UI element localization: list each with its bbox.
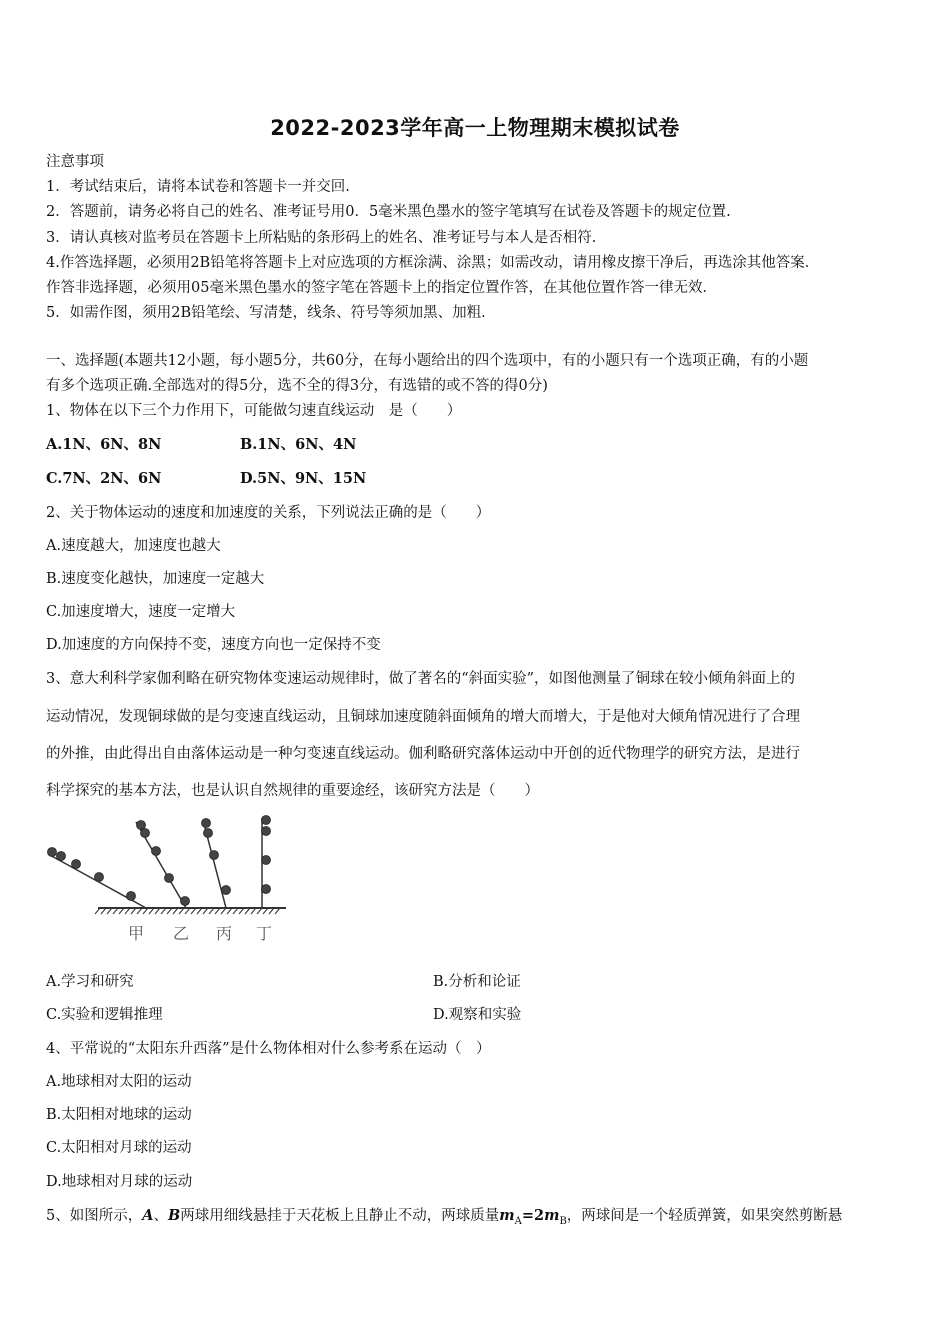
q5-mass-m: m (499, 1207, 515, 1224)
question-2-stem: 2、关于物体运动的速度和加速度的关系，下列说法正确的是（ ） (46, 505, 491, 521)
figure-label-yi: 乙 (173, 924, 190, 943)
question-3-stem: 运动情况，发现铜球做的是匀变速直线运动，且铜球加速度随斜面倾角的增大而增大，于是他对大倾角情况进行了合理 (46, 709, 800, 725)
q1-option-d: D.5N、9N、15N (240, 470, 367, 487)
question-1-stem: 1、物体在以下三个力作用下，可能做匀速直线运动 是（ ） (46, 403, 462, 419)
notice-heading: 注意事项 (46, 154, 104, 170)
question-4-stem: 4、平常说的“太阳东升西落”是什么物体相对什么参考系在运动（ ） (46, 1041, 491, 1057)
section-header: 有多个选项正确.全部选对的得5分，选不全的得3分，有选错的或不答的得0分) (46, 378, 548, 394)
q1-option-a: A.1N、6N、8N (46, 436, 162, 453)
q3-option-d: D.观察和实验 (433, 1007, 522, 1023)
q3-option-b: B.分析和论证 (433, 974, 521, 990)
q2-option-b: B.速度变化越快，加速度一定越大 (46, 571, 265, 587)
q5-mass-sub-a: A (514, 1215, 522, 1227)
q2-option-d: D.加速度的方向保持不变，速度方向也一定保持不变 (46, 637, 381, 653)
notice-item: 3．请认真核对监考员在答题卡上所粘贴的条形码上的姓名、准考证号与本人是否相符. (46, 230, 597, 246)
q5-mass-m2: m (544, 1207, 560, 1224)
q2-option-c: C.加速度增大，速度一定增大 (46, 604, 236, 620)
question-5-stem (46, 1206, 916, 1232)
q4-option-d: D.地球相对月球的运动 (46, 1174, 193, 1190)
q5-var-b: B (168, 1207, 181, 1224)
notice-item: 2．答题前，请务必将自己的姓名、准考证号用0．5毫米黑色墨水的签字笔填写在试卷及答题卡的规定位置. (46, 204, 731, 220)
notice-item: 作答非选择题，必须用05毫米黑色墨水的签字笔在答题卡上的指定位置作答，在其他位置作答一律无效． (46, 280, 717, 296)
q5-mass-eq: =2 (521, 1207, 545, 1224)
q4-option-b: B.太阳相对地球的运动 (46, 1107, 192, 1123)
q3-option-c: C.实验和逻辑推理 (46, 1007, 163, 1023)
q2-option-a: A.速度越大，加速度也越大 (46, 538, 221, 554)
q3-option-a: A.学习和研究 (46, 974, 134, 990)
q5-sep: 、 (153, 1208, 168, 1224)
notice-item: 1．考试结束后，请将本试卷和答题卡一并交回. (46, 179, 350, 195)
notice-item: 4.作答选择题，必须用2B铅笔将答题卡上对应选项的方框涂满、涂黑；如需改动，请用橡皮擦干净后，再选涂其他答案． (46, 255, 820, 271)
question-3-stem: 的外推，由此得出自由落体运动是一种匀变速直线运动。伽利略研究落体运动中开创的近代物理学的研究方法，是进行 (46, 746, 800, 762)
question-3-stem: 3、意大利科学家伽利略在研究物体变速运动规律时，做了著名的“斜面实验”，如图他测量了铜球在较小倾角斜面上的 (46, 671, 796, 687)
q4-option-a: A.地球相对太阳的运动 (46, 1074, 192, 1090)
figure-label-ding: 丁 (256, 924, 273, 943)
figure-label-bing: 丙 (216, 924, 233, 943)
q4-option-c: C.太阳相对月球的运动 (46, 1140, 192, 1156)
page-title: 2022-2023学年高一上物理期末模拟试卷 (270, 116, 680, 140)
q5-stem-post: ，两球间是一个轻质弹簧，如果突然剪断悬 (566, 1208, 843, 1224)
question-3-stem: 科学探究的基本方法，也是认识自然规律的重要途经，该研究方法是（ ） (46, 783, 539, 799)
q5-stem-mid: 两球用细线悬挂于天花板上且静止不动，两球质量 (180, 1208, 500, 1224)
q5-mass-sub-b: B (559, 1215, 567, 1227)
q5-var-a: A (142, 1207, 154, 1224)
figure-label-jia: 甲 (128, 924, 145, 943)
q1-option-c: C.7N、2N、6N (46, 470, 162, 487)
notice-item: 5．如需作图，须用2B铅笔绘、写清楚，线条、符号等须加黑、加粗． (46, 305, 496, 321)
q1-option-b: B.1N、6N、4N (240, 436, 357, 453)
section-header: 一、选择题(本题共12小题，每小题5分，共60分，在每小题给出的四个选项中，有的小题只有一个选项正确，有的小题 (46, 353, 809, 369)
inclined-plane-figure (40, 808, 300, 953)
q5-stem-pre: 5、如图所示， (46, 1208, 143, 1224)
